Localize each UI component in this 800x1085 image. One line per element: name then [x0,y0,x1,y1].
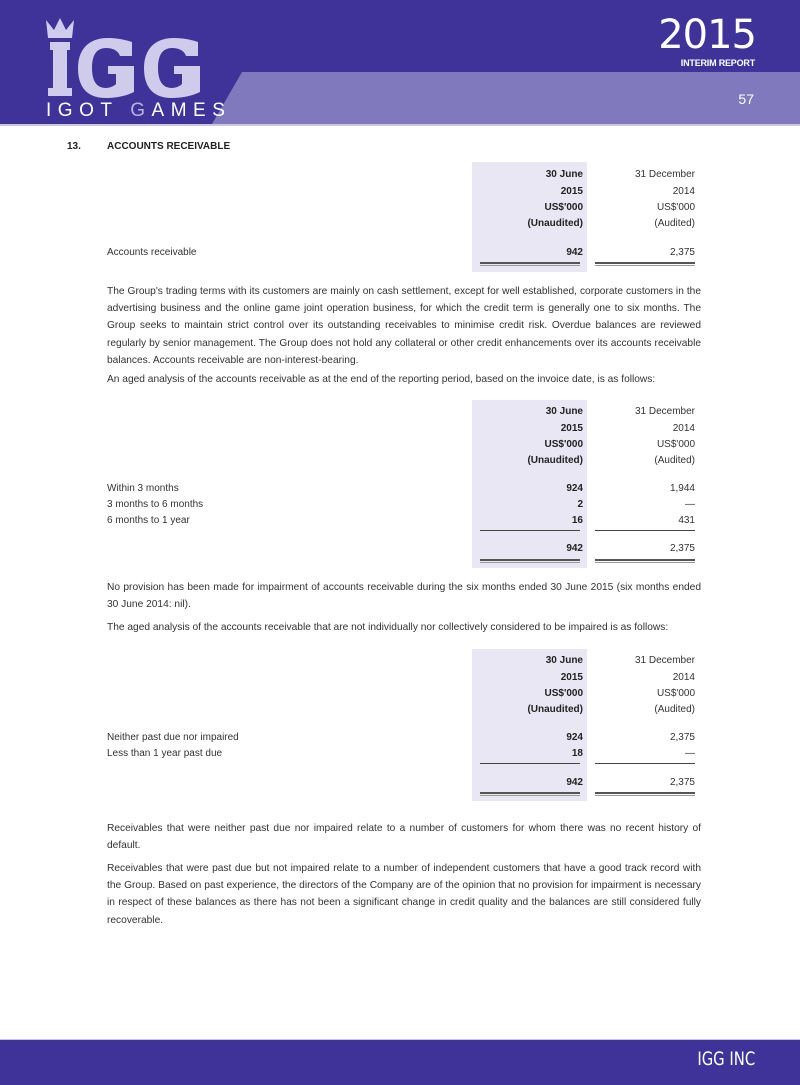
row-value-current: 924 [566,483,583,494]
col-header-prior-date: 31 December [634,406,695,417]
paragraph-no-provision: No provision has been made for impairment of accounts receivable during the six months ended 30 June 2015 (six months ended 30 June 2014: nil). [107,582,701,611]
col-header-prior-status: (Audited) [654,704,695,715]
header-divider [0,124,800,126]
report-type-label: INTERIM REPORT [680,58,755,68]
col-header-prior-unit: US$'000 [656,202,695,213]
row-value-current: 2 [577,499,583,510]
row-value-current: 16 [571,515,583,526]
total-double-rule [595,792,695,796]
col-header-prior-status: (Audited) [654,218,695,229]
row-value-current: 942 [566,247,583,258]
row-label: 6 months to 1 year [107,515,190,526]
col-header-current-date: 30 June [545,169,583,180]
col-header-prior-date: 31 December [634,655,695,666]
total-double-rule [480,792,580,796]
note-number: 13. [67,141,81,152]
col-header-prior-status: (Audited) [654,455,695,466]
note-title: ACCOUNTS RECEIVABLE [107,141,231,152]
col-header-current-unit: US$'000 [544,202,583,213]
row-value-prior: — [685,748,695,759]
total-value-current: 942 [566,543,583,554]
logo-tagline: IGOT GAMES [46,100,232,121]
col-header-prior-year: 2014 [672,672,695,683]
col-header-prior-unit: US$'000 [656,688,695,699]
page-header [0,0,800,124]
col-header-current-status: (Unaudited) [527,704,583,715]
subtotal-rule [480,530,580,531]
col-header-current-year: 2015 [560,672,583,683]
col-header-prior-year: 2014 [672,186,695,197]
row-label: Neither past due nor impaired [107,732,239,743]
row-value-current: 18 [571,748,583,759]
total-value-prior: 2,375 [669,543,695,554]
footer-company-name: IGG INC [697,1048,755,1070]
col-header-prior-year: 2014 [672,423,695,434]
col-header-current-unit: US$'000 [544,439,583,450]
total-double-rule [480,559,580,563]
col-header-current-status: (Unaudited) [527,455,583,466]
note-heading [67,141,230,152]
row-label: Less than 1 year past due [107,748,223,759]
col-header-prior-date: 31 December [634,169,695,180]
row-value-prior: 431 [678,515,695,526]
total-double-rule [480,262,580,266]
page-footer [0,1040,800,1085]
col-header-current-unit: US$'000 [544,688,583,699]
total-double-rule [595,262,695,266]
subtotal-rule [595,530,695,531]
row-value-prior: — [685,499,695,510]
total-double-rule [595,559,695,563]
row-label: Accounts receivable [107,247,197,258]
col-header-current-status: (Unaudited) [527,218,583,229]
row-label: 3 months to 6 months [107,499,204,510]
row-value-current: 924 [566,732,583,743]
paragraph-trading-terms: The Group's trading terms with its customers are mainly on cash settlement, except for well established, corporate customers in the advertising business and the online game joint operation business, for which the credit term is generally one to six months. The Group seeks to maintain strict control over its outstanding receivables to minimise credit risk. Overdue balances are reviewed regularly by senior management. The Group does not hold any collateral or other credit enhancements over its accounts receivable balances. Accounts receivable are non-interest-bearing. [107,286,701,366]
row-value-prior: 1,944 [669,483,695,494]
row-value-prior: 2,375 [669,247,695,258]
col-header-current-year: 2015 [560,186,583,197]
col-header-current-date: 30 June [545,406,583,417]
total-value-current: 942 [566,777,583,788]
total-value-prior: 2,375 [669,777,695,788]
page-number: 57 [738,91,754,107]
paragraph-not-impaired-intro: The aged analysis of the accounts receivable that are not individually nor collectively considered to be impaired is as follows: [107,622,669,633]
col-header-current-date: 30 June [545,655,583,666]
paragraph-past-due-not-impaired: Receivables that were past due but not impaired relate to a number of independent customers that have a good track record with the Group. Based on past experience, the directors of the Company are of the opinion that no provision for impairment is necessary in respect of these balances as there has not been a significant change in credit quality and the balances are still considered fully recoverable. [107,863,701,926]
subtotal-rule [595,763,695,764]
row-value-prior: 2,375 [669,732,695,743]
report-year: 2015 [658,12,756,58]
row-label: Within 3 months [107,483,179,494]
subtotal-rule [480,763,580,764]
col-header-current-year: 2015 [560,423,583,434]
paragraph-neither-past-due: Receivables that were neither past due nor impaired relate to a number of customers for whom there was no recent history of default. [107,823,701,852]
col-header-prior-unit: US$'000 [656,439,695,450]
paragraph-aged-analysis-intro: An aged analysis of the accounts receivable as at the end of the reporting period, based on the invoice date, is as follows: [107,374,656,385]
